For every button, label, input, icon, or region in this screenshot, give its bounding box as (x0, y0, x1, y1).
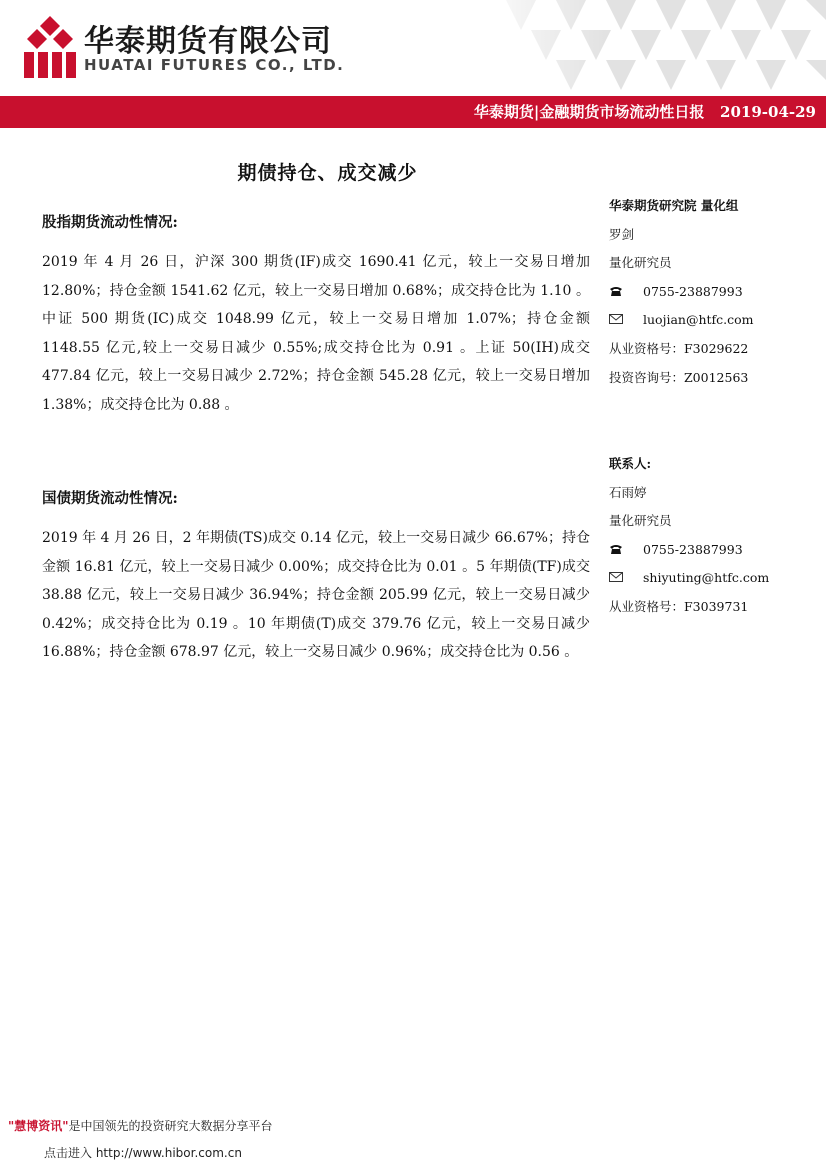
analyst-phone-row (609, 278, 809, 307)
contact-role: 量化研究员 (609, 513, 672, 529)
footer-brand: "慧博资讯" (8, 1119, 69, 1133)
company-name-cn: 华泰期货有限公司 (84, 24, 332, 59)
section-body-index-futures: 2019 年 4 月 26 日，沪深 300 期货(IF)成交 1690.41 亿元，较上一交易日增加 12.80%；持仓金额 1541.62 亿元，较上一交易日增加 0.68%；成交持仓比为 1.10 。中证 500 期货(IC)成交 1048.99 亿元，较上一交易日增加 1.07%；持仓金额 1148.55 亿元,较上一交易日减少 0.55%;成交持仓比为 0.91 。上证 50(IH)成交 477.84 亿元，较上一交易日减少 2.72%；持仓金额 545.28 亿元，较上一交易日增加 1.38%；成交持仓比为 0.88 。 (42, 254, 590, 413)
telephone-icon (609, 543, 623, 555)
telephone-icon (609, 285, 623, 297)
page-title: 期债持仓、成交减少 (237, 162, 418, 184)
company-name-en: HUATAI FUTURES CO., LTD. (84, 56, 345, 74)
contact-email-row (609, 564, 809, 593)
analyst-cert: 从业资格号：F3029622 (609, 340, 749, 356)
analyst-email[interactable]: luojian@htfc.com (643, 312, 754, 328)
section-body-bond-futures: 2019 年 4 月 26 日，2 年期债(TS)成交 0.14 亿元，较上一交易日减少 66.67%；持仓金额 16.81 亿元，较上一交易日减少 0.00%；成交持仓比为 0.01 。5 年期债(TF)成交 38.88 亿元，较上一交易日减少 36.94%；持仓金额 205.99 亿元，较上一交易日减少 0.42%；成交持仓比为 0.19 。10 年期债(T)成交 379.76 亿元，较上一交易日减少 16.88%；持仓金额 678.97 亿元，较上一交易日减少 0.96%；成交持仓比为 0.56 。 (42, 530, 590, 660)
footer-slogan (8, 1117, 273, 1134)
contact-name: 石雨婷 (609, 484, 647, 500)
analyst-phone: 0755-23887993 (643, 283, 743, 299)
contact-email[interactable]: shiyuting@htfc.com (643, 570, 770, 586)
footer-slogan-text: 是中国领先的投资研究大数据分享平台 (68, 1119, 273, 1133)
analyst-panel (609, 192, 809, 392)
company-logo-icon (24, 16, 76, 78)
institute-name: 华泰期货研究院 量化组 (609, 198, 739, 213)
contact-cert: 从业资格号：F3039731 (609, 598, 749, 614)
envelope-icon (609, 313, 623, 325)
header-pattern (466, 0, 826, 96)
section-heading-bond-futures: 国债期货流动性情况: (42, 490, 178, 507)
envelope-icon (609, 571, 623, 583)
analyst-name: 罗剑 (609, 226, 635, 242)
analyst-consult: 投资咨询号：Z0012563 (609, 369, 749, 385)
report-banner-text: 华泰期货|金融期货市场流动性日报 2019-04-29 (473, 103, 816, 121)
section-heading-index-futures: 股指期货流动性情况: (42, 214, 178, 231)
header (0, 0, 826, 96)
contact-heading: 联系人: (609, 456, 652, 471)
footer-link[interactable]: 点击进入 http://www.hibor.com.cn (44, 1146, 242, 1160)
contact-phone-row (609, 536, 809, 565)
analyst-email-row (609, 306, 809, 335)
analyst-role: 量化研究员 (609, 255, 672, 271)
contact-panel (609, 450, 809, 622)
contact-phone: 0755-23887993 (643, 541, 743, 557)
